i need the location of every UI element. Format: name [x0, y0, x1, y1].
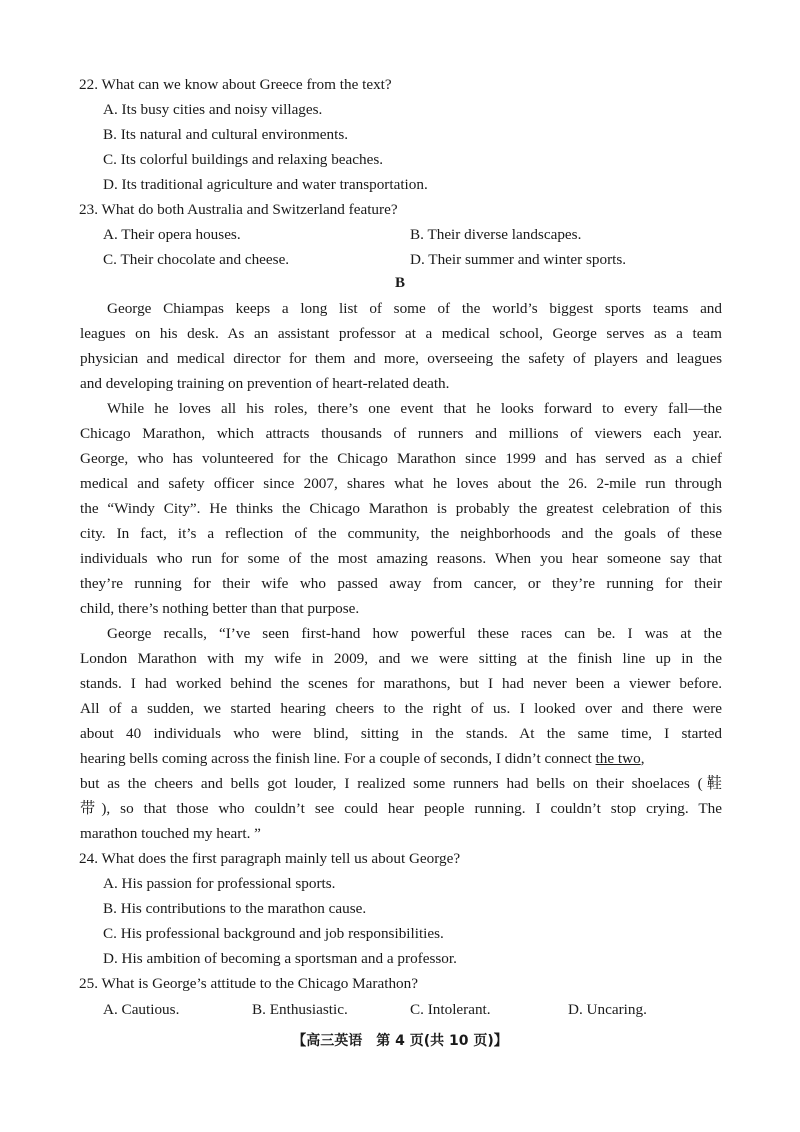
question-25-stem: 25. What is George’s attitude to the Chicago Marathon? — [79, 975, 418, 992]
question-24-stem: 24. What does the first paragraph mainly tell us about George? — [79, 850, 461, 867]
question-23-stem: 23. What do both Australia and Switzerland feature? — [79, 201, 398, 218]
passage-line: Chicago Marathon, which attracts thousands of runners and millions of viewers each year. — [80, 425, 722, 442]
passage-line-with-underline — [80, 746, 722, 771]
passage-line: marathon touched my heart. ” — [80, 825, 261, 842]
passage-line: the “Windy City”. He thinks the Chicago Marathon is probably the greatest celebration of this — [80, 500, 722, 517]
question-25-option-c: C. Intolerant. — [410, 1001, 491, 1018]
passage-line: city. In fact, it’s a reflection of the community, the neighborhoods and the goals of these — [80, 525, 722, 542]
question-22-option-c: C. Its colorful buildings and relaxing beaches. — [103, 151, 384, 168]
passage-line: leagues on his desk. As an assistant professor at a medical school, George serves as a team — [80, 325, 722, 342]
page-footer: 【高三英语 第 4 页(共 10 页)】 — [292, 1033, 508, 1049]
passage-line: about 40 individuals who were blind, sitting in the stands. At the same time, I started — [80, 725, 722, 742]
question-25-option-d: D. Uncaring. — [568, 1001, 647, 1018]
question-25-option-b: B. Enthusiastic. — [252, 1001, 348, 1018]
passage-line: physician and medical director for them and more, overseeing the safety of players and leagues — [80, 350, 722, 367]
passage-line: London Marathon with my wife in 2009, and we were sitting at the finish line up in the — [80, 650, 722, 667]
question-23-option-b: B. Their diverse landscapes. — [410, 226, 582, 243]
question-23-option-d: D. Their summer and winter sports. — [410, 251, 627, 268]
passage-line: medical and safety officer since 2007, shares what he loves about the 26. 2-mile run through — [80, 475, 722, 492]
question-24-option-c: C. His professional background and job responsibilities. — [103, 925, 444, 942]
passage-line: George recalls, “I’ve seen first-hand how powerful these races can be. I was at the — [107, 625, 722, 642]
question-25-option-a: A. Cautious. — [103, 1001, 180, 1018]
passage-line: but as the cheers and bells got louder, I realized some runners had bells on their shoelaces (鞋 — [80, 775, 722, 792]
passage-line: individuals who run for some of the most amazing reasons. When you hear someone say that — [80, 550, 722, 567]
question-22-option-a: A. Its busy cities and noisy villages. — [103, 101, 323, 118]
passage-line: All of a sudden, we started hearing cheers to the right of us. I looked over and there were — [80, 700, 722, 717]
passage-line: stands. I had worked behind the scenes for marathons, but I had never been a viewer before. — [80, 675, 722, 692]
passage-line: George Chiampas keeps a long list of some of the world’s biggest sports teams and — [107, 300, 722, 317]
question-23-option-a: A. Their opera houses. — [103, 226, 241, 243]
question-24-option-a: A. His passion for professional sports. — [103, 875, 336, 892]
passage-line: they’re running for their wife who passed away from cancer, or they’re running for their — [80, 575, 722, 592]
passage-text: hearing bells coming across the finish line. For a couple of seconds, I didn’t connect — [80, 750, 596, 767]
passage-line: George, who has volunteered for the Chicago Marathon since 1999 and has served as a chief — [80, 450, 722, 467]
section-title: B — [394, 275, 405, 291]
question-24-option-d: D. His ambition of becoming a sportsman and a professor. — [103, 950, 457, 967]
question-22-option-d: D. Its traditional agriculture and water transportation. — [103, 176, 428, 193]
underlined-phrase: the two — [595, 750, 641, 767]
passage-line: 带), so that those who couldn’t see could hear people running. I couldn’t stop crying. The — [80, 800, 722, 817]
question-23-option-c: C. Their chocolate and cheese. — [103, 251, 290, 268]
punctuation: , — [640, 750, 645, 767]
question-24-option-b: B. His contributions to the marathon cause. — [103, 900, 367, 917]
passage-line: While he loves all his roles, there’s one event that he looks forward to every fall—the — [107, 400, 722, 417]
passage-line: child, there’s nothing better than that purpose. — [80, 600, 360, 617]
passage-line: and developing training on prevention of heart-related death. — [80, 375, 450, 392]
question-22-stem: 22. What can we know about Greece from the text? — [79, 76, 392, 93]
question-22-option-b: B. Its natural and cultural environments. — [103, 126, 349, 143]
